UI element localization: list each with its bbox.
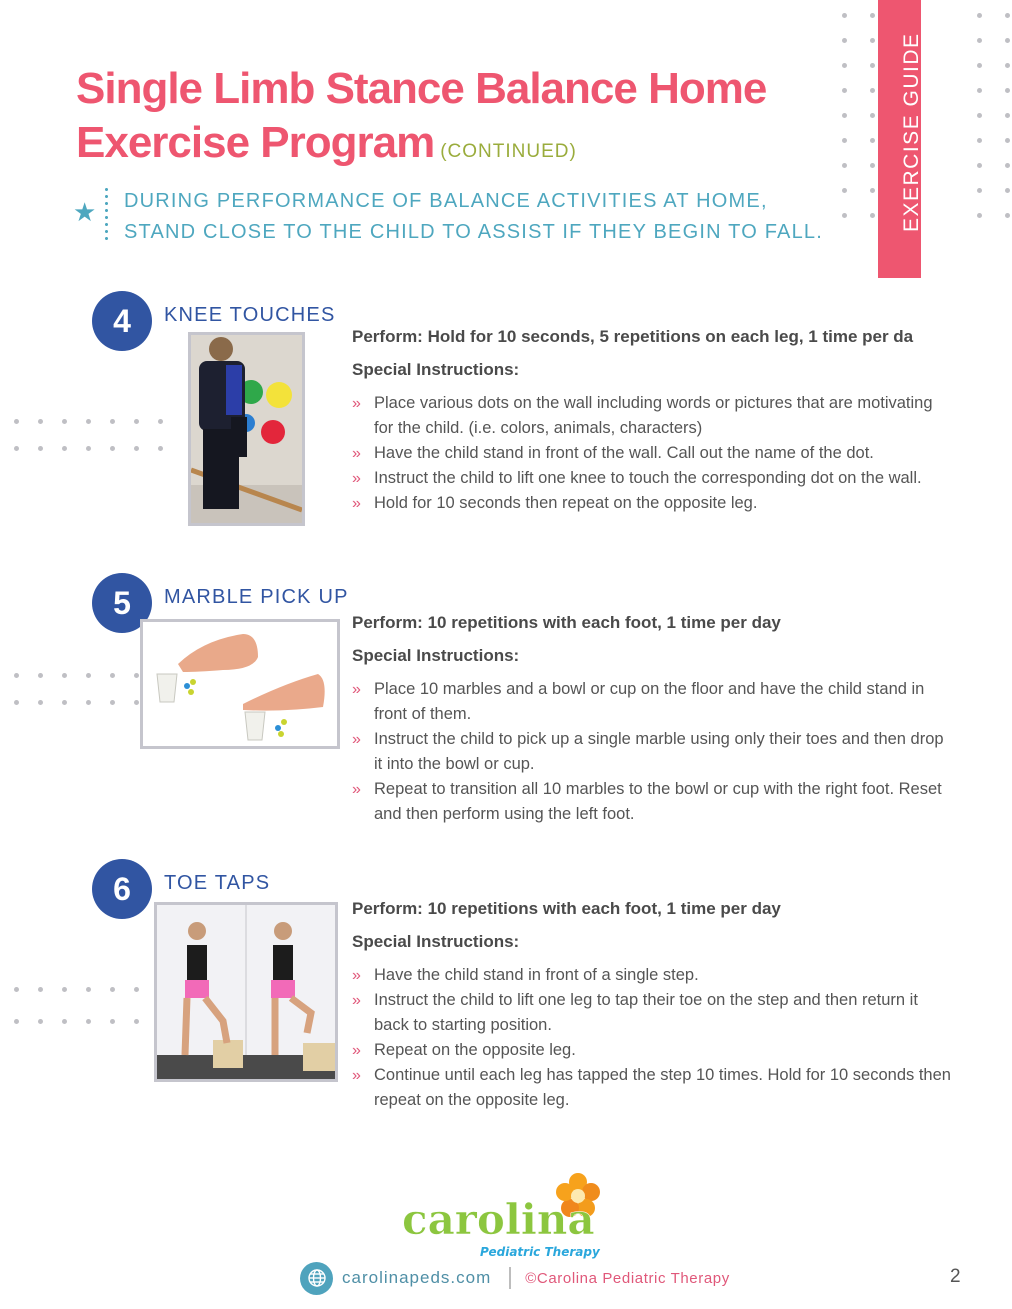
chevron-right-icon: »: [352, 1042, 361, 1059]
chevron-right-icon: »: [352, 731, 361, 748]
chevron-right-icon: »: [352, 495, 361, 512]
chevron-right-icon: »: [352, 967, 361, 984]
exercise-title: MARBLE PICK UP: [164, 586, 349, 608]
star-icon: ★: [73, 197, 97, 227]
list-item: » Instruct the child to pick up a single marble using only their toes and then drop it into the bowl or cup.: [352, 727, 952, 777]
dot-pattern-top-right: [842, 13, 1010, 218]
list-item: » Instruct the child to lift one leg to tap their toe on the step and then return it back to starting position.: [352, 988, 952, 1038]
special-instructions-label: Special Instructions:: [352, 932, 520, 951]
list-item: » Hold for 10 seconds then repeat on the opposite leg.: [352, 491, 952, 516]
perform-instructions: Perform: 10 repetitions with each foot, 1 time per day: [352, 899, 781, 918]
title-line-2: Exercise Program: [76, 118, 435, 167]
dot-pattern-left-1: [14, 419, 163, 451]
safety-notice-line-2: STAND CLOSE TO THE CHILD TO ASSIST IF THEY BEGIN TO FALL.: [124, 221, 823, 243]
exercise-number-badge: 4: [92, 291, 152, 351]
dotted-divider: [105, 186, 108, 242]
special-instructions-label: Special Instructions:: [352, 360, 520, 379]
footer-bar: [300, 1262, 730, 1294]
exercise-title: KNEE TOUCHES: [164, 304, 336, 326]
chevron-right-icon: »: [352, 395, 361, 412]
list-item: » Place various dots on the wall including words or pictures that are motivating for the child. (i.e. colors, animals, characters): [352, 391, 952, 441]
page-title: [76, 62, 766, 179]
special-instructions-label: Special Instructions:: [352, 646, 520, 665]
copyright-text: ©Carolina Pediatric Therapy: [525, 1269, 730, 1287]
list-item: » Repeat on the opposite leg.: [352, 1038, 952, 1063]
dot-pattern-left-2: [14, 673, 139, 705]
exercise-details: [352, 326, 952, 516]
carolina-logo: [400, 1168, 630, 1263]
website-link[interactable]: carolinapeds.com: [342, 1268, 492, 1287]
svg-text:carolina: carolina: [402, 1195, 595, 1244]
safety-notice: [124, 186, 823, 248]
title-line-1: Single Limb Stance Balance Home: [76, 64, 767, 113]
instruction-list: [352, 963, 952, 1113]
exercise-details: [352, 898, 952, 1113]
chevron-right-icon: »: [352, 781, 361, 798]
exercise-details: [352, 612, 952, 827]
knee-touches-photo: [188, 332, 305, 526]
continued-label: (CONTINUED): [440, 141, 577, 162]
chevron-right-icon: »: [352, 992, 361, 1009]
exercise-guide-label: EXERCISE GUIDE: [900, 32, 923, 232]
chevron-right-icon: »: [352, 681, 361, 698]
page-number: 2: [950, 1266, 961, 1287]
globe-icon: [300, 1262, 333, 1295]
safety-notice-line-1: DURING PERFORMANCE OF BALANCE ACTIVITIES AT HOME,: [124, 190, 768, 212]
exercise-number-badge: 5: [92, 573, 152, 633]
perform-instructions: Perform: Hold for 10 seconds, 5 repetitions on each leg, 1 time per da: [352, 327, 914, 346]
exercise-title: TOE TAPS: [164, 872, 271, 894]
chevron-right-icon: »: [352, 445, 361, 462]
chevron-right-icon: »: [352, 470, 361, 487]
instruction-list: [352, 391, 952, 516]
list-item: » Place 10 marbles and a bowl or cup on the floor and have the child stand in front of them.: [352, 677, 952, 727]
list-item: » Have the child stand in front of the wall. Call out the name of the dot.: [352, 441, 952, 466]
instruction-list: [352, 677, 952, 827]
list-item: » Repeat to transition all 10 marbles to the bowl or cup with the right foot. Reset and then perform using the left foot.: [352, 777, 952, 827]
toe-taps-photo: [154, 902, 338, 1082]
chevron-right-icon: »: [352, 1067, 361, 1084]
dot-pattern-left-3: [14, 987, 139, 1024]
list-item: » Have the child stand in front of a single step.: [352, 963, 952, 988]
footer-divider: [509, 1267, 511, 1289]
perform-instructions: Perform: 10 repetitions with each foot, 1 time per day: [352, 613, 781, 632]
svg-text:Pediatric Therapy: Pediatric Therapy: [480, 1245, 600, 1259]
marble-pick-up-photo: [140, 619, 340, 749]
list-item: » Continue until each leg has tapped the step 10 times. Hold for 10 seconds then repeat on the opposite leg.: [352, 1063, 952, 1113]
exercise-number-badge: 6: [92, 859, 152, 919]
list-item: » Instruct the child to lift one knee to touch the corresponding dot on the wall.: [352, 466, 952, 491]
